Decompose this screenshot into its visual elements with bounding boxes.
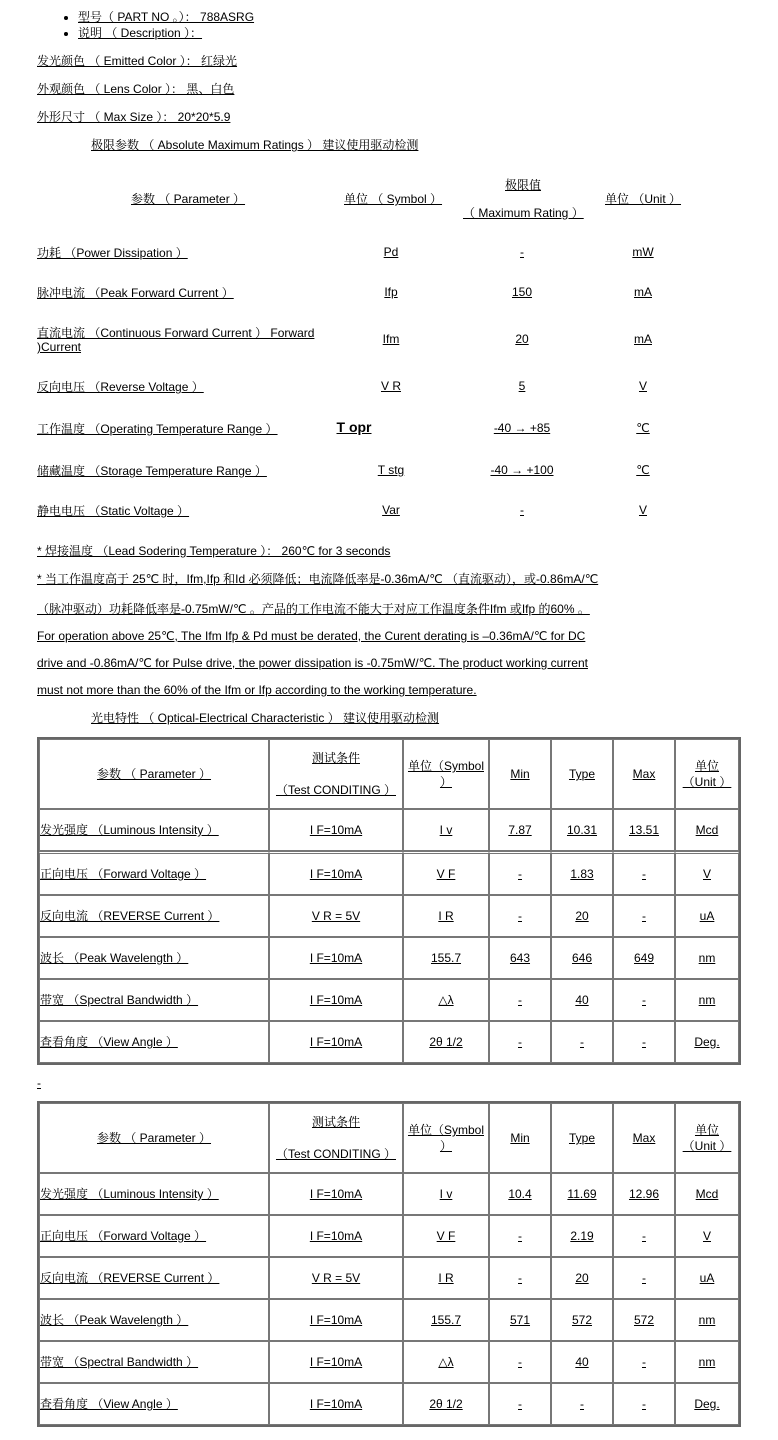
cell-type: - xyxy=(551,1383,613,1425)
cell-max: - xyxy=(613,1383,675,1425)
cell-max: - xyxy=(613,979,675,1021)
cell-cond: V R = 5V xyxy=(269,895,403,937)
cell-type: 40 xyxy=(551,1341,613,1383)
cell-max: - xyxy=(613,1257,675,1299)
cell-symbol: I R xyxy=(403,895,489,937)
cell-min: - xyxy=(489,1021,551,1063)
cell-unit: Deg. xyxy=(675,1021,739,1063)
cell-unit: uA xyxy=(675,1257,739,1299)
cell-type: 1.83 xyxy=(551,851,613,895)
cell-min: - xyxy=(489,895,551,937)
cell-max: - xyxy=(613,1341,675,1383)
ratings-header-max-1: 极限值 xyxy=(505,178,542,192)
cell-name: 反向电流 （REVERSE Current ） xyxy=(39,1257,269,1299)
cell-unit: nm xyxy=(675,937,739,979)
cell-symbol: △λ xyxy=(403,979,489,1021)
max-size: 外形尺寸 （ Max Size ）： 20*20*5.9 xyxy=(37,110,231,124)
header-test-condition: 测试条件 （Test CONDITING ） xyxy=(269,739,403,809)
cell-name: 查看角度 （View Angle ） xyxy=(39,1021,269,1063)
cell-cond: I F=10mA xyxy=(269,1383,403,1425)
cell-min: - xyxy=(489,1383,551,1425)
cell-symbol: I v xyxy=(403,809,489,851)
cell-name: 正向电压 （Forward Voltage ） xyxy=(39,851,269,895)
cell-unit: uA xyxy=(675,895,739,937)
header-unit: 单位 （Unit ） xyxy=(675,739,739,809)
table-header-row xyxy=(39,1103,739,1173)
cell-max: 572 xyxy=(613,1299,675,1341)
table-row xyxy=(39,1341,739,1383)
header-symbol: 单位（Symbol ） xyxy=(403,1103,489,1173)
cell-name: 带宽 （Spectral Bandwidth ） xyxy=(39,1341,269,1383)
lens-color: 外观颜色 （ Lens Color ）： 黑、白色 xyxy=(37,82,235,96)
cell-symbol: 2θ 1/2 xyxy=(403,1383,489,1425)
cell-min: - xyxy=(489,1257,551,1299)
table-separator: - xyxy=(37,1076,41,1090)
cell-symbol: I v xyxy=(403,1173,489,1215)
cell-type: 20 xyxy=(551,1257,613,1299)
cell-cond: I F=10mA xyxy=(269,1299,403,1341)
cell-unit: V xyxy=(675,1215,739,1257)
derating-en-1: For operation above 25℃, The Ifm Ifp & Pd must be derated, the Curent derating is –0.36mA/℃ for DC xyxy=(37,629,586,643)
table-row xyxy=(39,1383,739,1425)
optical-table-green xyxy=(37,1101,741,1427)
cell-unit: Mcd xyxy=(675,1173,739,1215)
cell-min: - xyxy=(489,1215,551,1257)
cell-unit: nm xyxy=(675,979,739,1021)
cell-cond: I F=10mA xyxy=(269,1215,403,1257)
cell-name: 发光强度 （Luminous Intensity ） xyxy=(39,1173,269,1215)
emitted-color: 发光颜色 （ Emitted Color ）： 红绿光 xyxy=(37,54,238,68)
table-row xyxy=(39,1299,739,1341)
table-row xyxy=(39,1215,739,1257)
ratings-header-parameter: 参数 （ Parameter ） xyxy=(131,192,246,206)
cell-max: 12.96 xyxy=(613,1173,675,1215)
cell-min: - xyxy=(489,851,551,895)
header-max: Max xyxy=(613,1103,675,1173)
header-type: Type xyxy=(551,739,613,809)
cell-symbol: 155.7 xyxy=(403,937,489,979)
cell-symbol: 155.7 xyxy=(403,1299,489,1341)
ratings-title: 极限参数 （ Absolute Maximum Ratings ） 建议使用驱动检测 xyxy=(91,138,419,152)
cell-type: 11.69 xyxy=(551,1173,613,1215)
header-test-condition: 测试条件 （Test CONDITING ） xyxy=(269,1103,403,1173)
table-row xyxy=(39,1257,739,1299)
ratings-header-unit: 单位 （Unit ） xyxy=(605,192,682,206)
optical-title: 光电特性 （ Optical-Electrical Characteristic ） 建议使用驱动检测 xyxy=(91,711,440,725)
header-parameter: 参数 （ Parameter ） xyxy=(39,1103,269,1173)
cell-max: - xyxy=(613,1021,675,1063)
cell-type: 646 xyxy=(551,937,613,979)
cell-name: 发光强度 （Luminous Intensity ） xyxy=(39,809,269,851)
derating-cn-2: （脉冲驱动）功耗降低率是-0.75mW/℃ 。产品的工作电流不能大于对应工作温度条件Ifm 或Ifp 的60% 。 xyxy=(37,602,590,616)
cell-max: - xyxy=(613,1215,675,1257)
header-type: Type xyxy=(551,1103,613,1173)
cell-cond: V R = 5V xyxy=(269,1257,403,1299)
table-row xyxy=(39,937,739,979)
cell-type: 10.31 xyxy=(551,809,613,851)
soldering-note: * 焊接温度 （Lead Sodering Temperature ）： 260℃ for 3 seconds xyxy=(37,544,391,558)
cell-type: - xyxy=(551,1021,613,1063)
cell-unit: nm xyxy=(675,1341,739,1383)
header-max: Max xyxy=(613,739,675,809)
cell-unit: Mcd xyxy=(675,809,739,851)
derating-en-3: must not more than the 60% of the Ifm or Ifp according to the working temperature. xyxy=(37,683,477,697)
table-row xyxy=(39,979,739,1021)
cell-type: 40 xyxy=(551,979,613,1021)
table-row xyxy=(39,1021,739,1063)
table-row xyxy=(39,851,739,895)
cell-cond: I F=10mA xyxy=(269,1021,403,1063)
cell-symbol: V F xyxy=(403,851,489,895)
cell-type: 2.19 xyxy=(551,1215,613,1257)
cell-cond: I F=10mA xyxy=(269,1173,403,1215)
cell-cond: I F=10mA xyxy=(269,1341,403,1383)
cell-cond: I F=10mA xyxy=(269,809,403,851)
header-unit: 单位 （Unit ） xyxy=(675,1103,739,1173)
cell-symbol: I R xyxy=(403,1257,489,1299)
cell-name: 带宽 （Spectral Bandwidth ） xyxy=(39,979,269,1021)
cell-type: 572 xyxy=(551,1299,613,1341)
cell-symbol: 2θ 1/2 xyxy=(403,1021,489,1063)
header-symbol: 单位（Symbol ） xyxy=(403,739,489,809)
description-label: • 说明 （ Description ）： xyxy=(78,25,254,41)
cell-name: 波长 （Peak Wavelength ） xyxy=(39,937,269,979)
cell-min: - xyxy=(489,1341,551,1383)
cell-name: 反向电流 （REVERSE Current ） xyxy=(39,895,269,937)
header-list xyxy=(60,9,254,41)
header-parameter: 参数 （ Parameter ） xyxy=(39,739,269,809)
cell-cond: I F=10mA xyxy=(269,937,403,979)
cell-type: 20 xyxy=(551,895,613,937)
ratings-header-symbol: 单位 （ Symbol ） xyxy=(344,192,443,206)
cell-min: 643 xyxy=(489,937,551,979)
ratings-header-max-2: （ Maximum Rating ） xyxy=(463,206,584,220)
cell-name: 波长 （Peak Wavelength ） xyxy=(39,1299,269,1341)
part-number: • 型号（ PART NO 。）： 788ASRG xyxy=(78,9,254,25)
table-row xyxy=(39,1173,739,1215)
cell-unit: nm xyxy=(675,1299,739,1341)
cell-symbol: △λ xyxy=(403,1341,489,1383)
cell-unit: Deg. xyxy=(675,1383,739,1425)
cell-max: - xyxy=(613,895,675,937)
cell-name: 正向电压 （Forward Voltage ） xyxy=(39,1215,269,1257)
cell-min: 571 xyxy=(489,1299,551,1341)
cell-max: 13.51 xyxy=(613,809,675,851)
optical-table-red xyxy=(37,737,741,1065)
cell-cond: I F=10mA xyxy=(269,851,403,895)
table-header-row xyxy=(39,739,739,809)
cell-symbol: V F xyxy=(403,1215,489,1257)
derating-cn-1: * 当工作温度高于 25℃ 时，Ifm,Ifp 和Id 必须降低；电流降低率是-0.36mA/℃ （直流驱动），或-0.86mA/℃ xyxy=(37,572,599,586)
cell-min: 7.87 xyxy=(489,809,551,851)
cell-min: 10.4 xyxy=(489,1173,551,1215)
table-row xyxy=(39,895,739,937)
cell-unit: V xyxy=(675,851,739,895)
cell-cond: I F=10mA xyxy=(269,979,403,1021)
table-row xyxy=(39,809,739,851)
cell-name: 查看角度 （View Angle ） xyxy=(39,1383,269,1425)
header-min: Min xyxy=(489,1103,551,1173)
derating-en-2: drive and -0.86mA/℃ for Pulse drive, the power dissipation is -0.75mW/℃. The product working current xyxy=(37,656,588,670)
cell-min: - xyxy=(489,979,551,1021)
cell-max: 649 xyxy=(613,937,675,979)
cell-max: - xyxy=(613,851,675,895)
header-min: Min xyxy=(489,739,551,809)
